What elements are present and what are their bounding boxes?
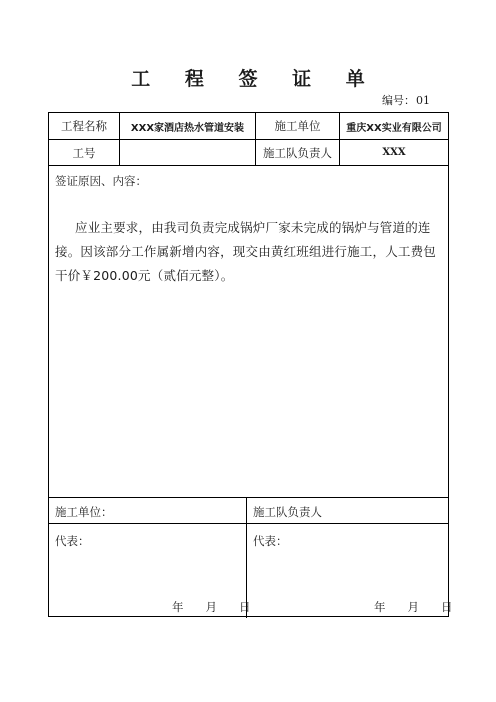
job-no-label: 工号	[72, 145, 96, 160]
right-date-day: 日	[441, 600, 453, 614]
left-date-year: 年	[172, 600, 184, 614]
job-no-value	[120, 140, 255, 165]
visa-form-table	[48, 112, 453, 617]
left-unit-label: 施工单位：	[55, 505, 113, 519]
contractor-label: 施工单位	[274, 119, 321, 133]
right-rep-label: 代表：	[253, 534, 288, 548]
project-name-value: XXX家酒店热水管道安装	[130, 122, 245, 134]
content-text: 应业主要求，由我司负责完成锅炉厂家未完成的锅炉与管道的连接。因该部分工作属新增内容，现交由黄红班组进行施工，人工费包干价￥200.00元（贰佰元整）。	[55, 220, 437, 283]
serial-value: 01	[416, 94, 430, 107]
left-rep-label: 代表：	[55, 534, 90, 548]
content-label: 签证原因、内容：	[55, 174, 147, 188]
left-date-day: 日	[239, 600, 251, 614]
serial-label: 编号：	[382, 94, 415, 107]
right-unit-label: 施工队负责人	[253, 505, 322, 519]
serial-number	[381, 92, 430, 108]
team-leader-value: XXX	[382, 147, 406, 158]
contractor-value: 重庆XX实业有限公司	[346, 122, 442, 134]
right-date-year: 年	[374, 600, 386, 614]
row-divider-2	[49, 165, 448, 166]
right-date-month: 月	[407, 600, 419, 614]
project-name-label: 工程名称	[61, 119, 107, 133]
left-date	[172, 599, 251, 615]
row-divider-4	[49, 523, 448, 524]
left-date-month: 月	[205, 600, 217, 614]
team-leader-label: 施工队负责人	[263, 145, 332, 160]
document-title: 工 程 签 证 单	[131, 68, 379, 90]
right-date	[374, 599, 453, 615]
row-divider-3	[49, 497, 448, 498]
